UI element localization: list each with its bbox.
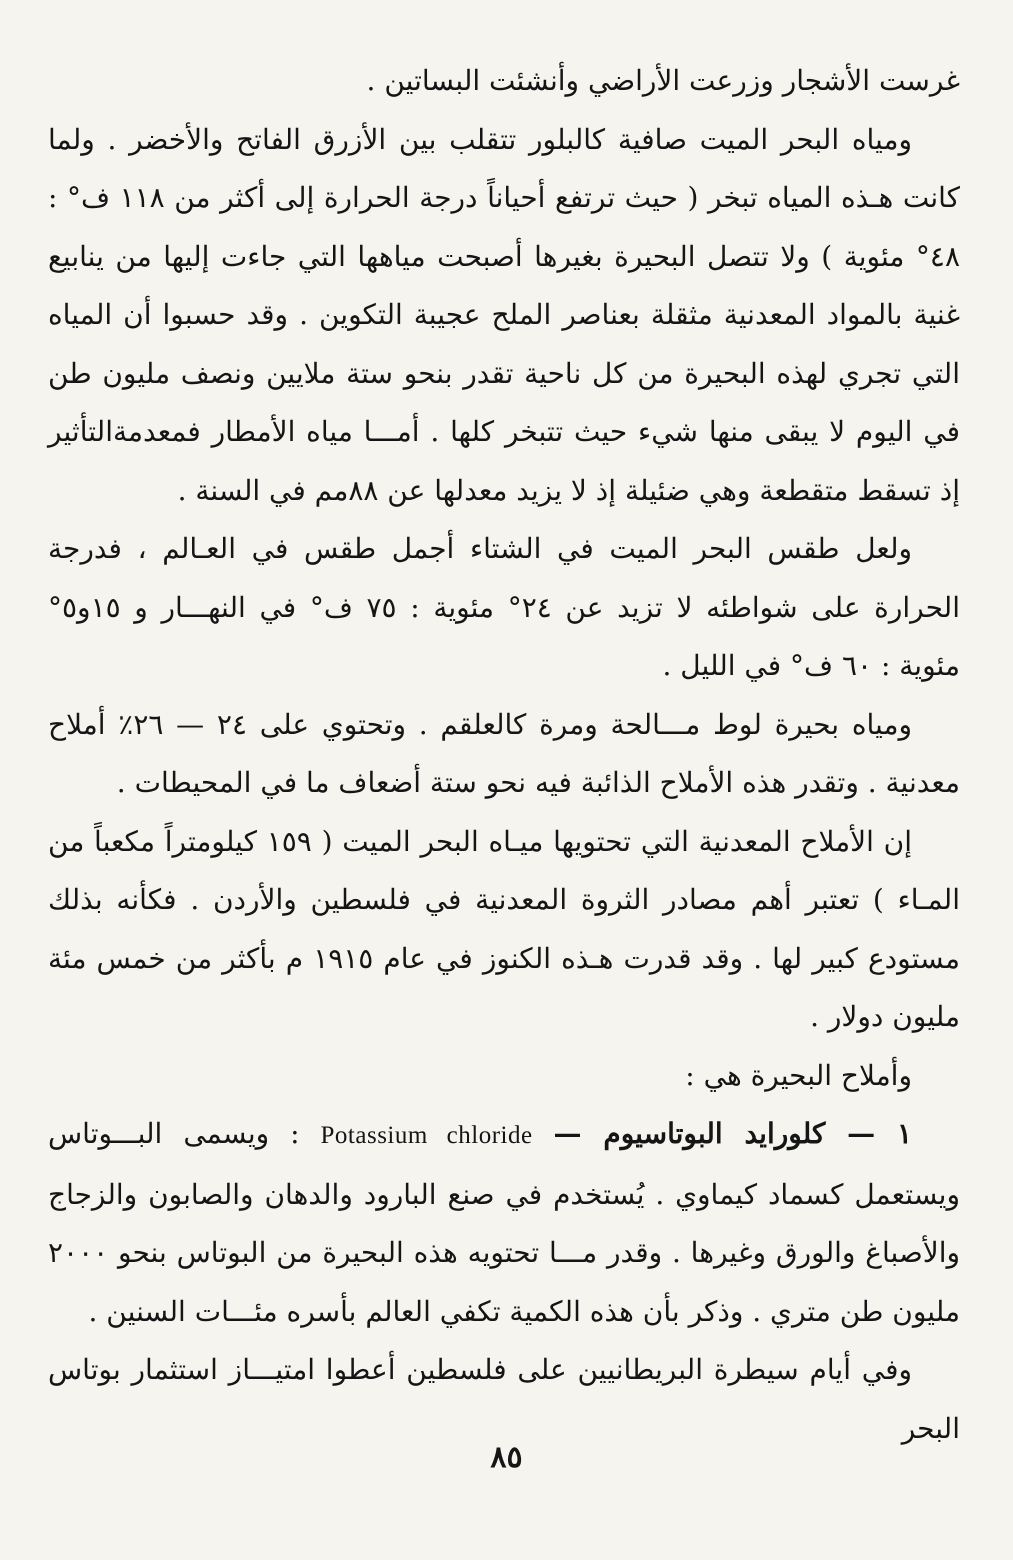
paragraph-1: غرست الأشجار وزرعت الأراضي وأنشئت البساتين . bbox=[366, 64, 960, 97]
paragraph-7 bbox=[48, 1105, 960, 1341]
paragraph-2: ومياه البحر الميت صافية كالبلور تتقلب بين الأزرق الفاتح والأخضر . ولما كانت هـذه المياه تبخر ( حيث ترتفع أحياناً درجة الحرارة إلى أكثر من ١١٨ ف° : ٤٨° مئوية ) ولا تتصل البحيرة بغيرها أصبحت مياهها التي جاءت إليها من ينابيع غنية بالمواد المعدنية مثقلة بعناصر الملح عجيبة التكوين . وقد حسبوا أن المياه التي تجري لهذه البحيرة من كل ناحية تقدر بنحو ستة ملايين ونصف مليون طن في اليوم لا يبقى منها شيء حيث تتبخر كلها . أمـــا مياه الأمطار فمعدمةالتأثير إذ تسقط متقطعة وهي ضئيلة إذ لا يزيد معدلها عن ٨٨مم في السنة . bbox=[48, 122, 960, 507]
body-text bbox=[48, 52, 960, 1458]
latin-term: Potassium chloride bbox=[320, 1122, 533, 1149]
page-number: ٨٥ bbox=[490, 1440, 523, 1475]
paragraph-3: ولعل طقس البحر الميت في الشتاء أجمل طقس في العـالم ، فدرجة الحرارة على شواطئه لا تزيد عن ٢٤° مئوية : ٧٥ ف° في النهـــار و ١٥و٥° مئوية : ٦٠ ف° في الليل . bbox=[48, 532, 960, 682]
paragraph-5: إن الأملاح المعدنية التي تحتويها ميـاه البحر الميت ( ١٥٩ كيلومتراً مكعباً من المـاء ) تعتبر أهم مصادر الثروة المعدنية في فلسطين والأردن . فكأنه بذلك مستودع كبير لها . وقد قدرت هـذه الكنوز في عام ١٩١٥ م بأكثر من خمس مئة مليون دولار . bbox=[48, 824, 961, 1033]
paragraph-8: وفي أيام سيطرة البريطانيين على فلسطين أعطوا امتيـــاز استثمار بوتاس البحر bbox=[48, 1353, 960, 1445]
list-item-text: : ويسمى البـــوتاس ويستعمل كسماد كيماوي . يُستخدم في صنع البارود والدهان والصابون والزجاج والأصباغ والورق وغيرها . وقدر مـــا تحتويه هذه البحيرة من البوتاس بنحو ٢٠٠٠ مليون طن متري . وذكر بأن هذه الكمية تكفي العالم بأسره مئـــات السنين . bbox=[48, 1117, 960, 1328]
paragraph-6: وأملاح البحيرة هي : bbox=[685, 1058, 912, 1092]
paragraph-4: ومياه بحيرة لوط مـــالحة ومرة كالعلقم . وتحتوي على ٢٤ — ٢٦٪ أملاح معدنية . وتقدر هذه الأملاح الذائبة فيه نحو ستة أضعاف ما في المحيطات . bbox=[48, 707, 960, 799]
list-item-heading: ١ — كلورايد البوتاسيوم — bbox=[553, 1117, 912, 1150]
